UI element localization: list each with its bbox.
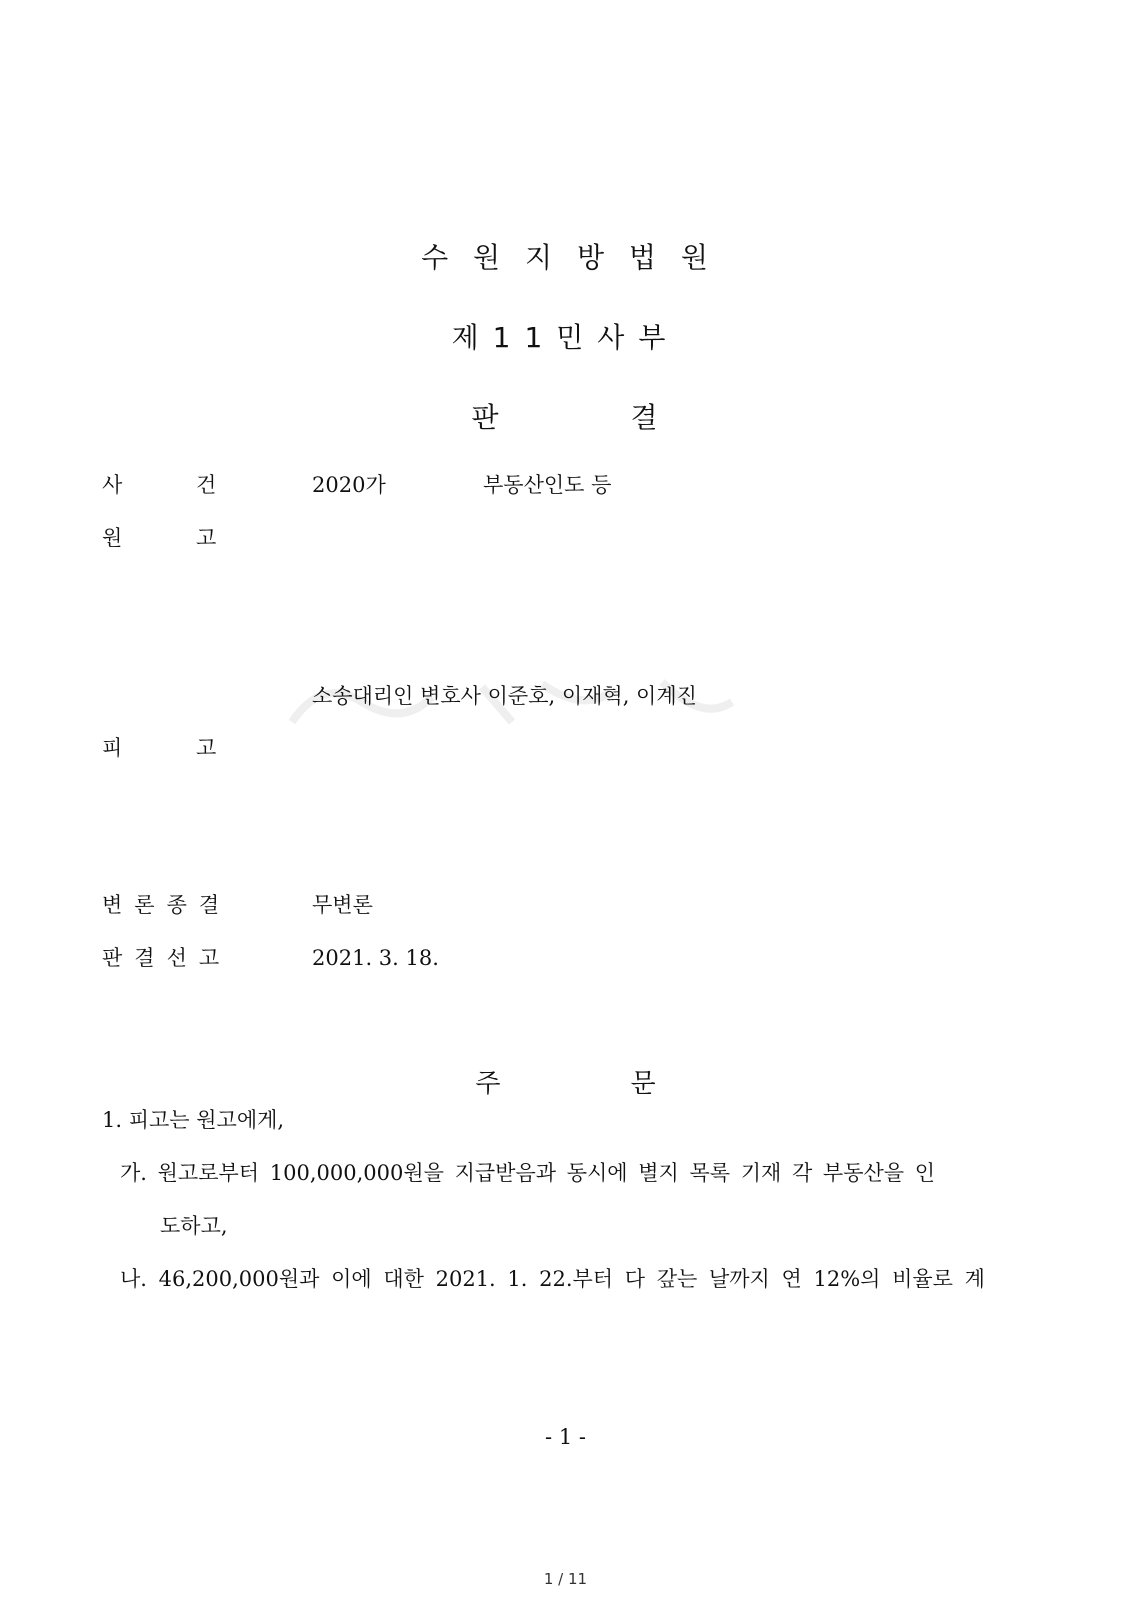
ruling-label: 판결선고 bbox=[102, 946, 232, 970]
order-title-part: 문 bbox=[630, 1069, 656, 1099]
order-item: 나. 46,200,000원과 이에 대한 2021. 1. 22.부터 다 갚는 날까지 연 12%의 비율로 계 bbox=[120, 1267, 985, 1291]
counsel-text: 소송대리인 변호사 이준호, 이재혁, 이계진 bbox=[312, 684, 697, 708]
document-title-part: 판 bbox=[471, 401, 501, 434]
order-title-part: 주 bbox=[475, 1069, 501, 1099]
closing-value: 무변론 bbox=[312, 893, 373, 917]
ruling-date: 2021. 3. 18. bbox=[312, 946, 439, 970]
case-number: 2020가 bbox=[312, 473, 386, 497]
division-name: 제11민사부 bbox=[451, 321, 680, 354]
viewer-page-indicator: 1 / 11 bbox=[543, 1570, 588, 1588]
case-title: 부동산인도 등 bbox=[483, 473, 612, 497]
order-item: 1. 피고는 원고에게, bbox=[102, 1108, 285, 1132]
document-title bbox=[0, 396, 1131, 436]
defendant-label: 고 bbox=[196, 736, 217, 760]
case-label: 건 bbox=[196, 473, 217, 497]
case-label: 사 bbox=[102, 473, 123, 497]
plaintiff-label: 원 bbox=[102, 526, 123, 550]
order-item: 도하고, bbox=[160, 1214, 228, 1238]
page-number: - 1 - bbox=[545, 1425, 586, 1449]
document-title-part: 결 bbox=[630, 401, 660, 434]
defendant-label: 피 bbox=[102, 736, 123, 760]
order-title bbox=[0, 1063, 1131, 1100]
court-name: 수 원 지 방 법 원 bbox=[421, 241, 710, 274]
plaintiff-label: 고 bbox=[196, 526, 217, 550]
closing-label: 변론종결 bbox=[102, 893, 232, 917]
order-item: 가. 원고로부터 100,000,000원을 지급받음과 동시에 별지 목록 기재 각 부동산을 인 bbox=[120, 1161, 936, 1185]
